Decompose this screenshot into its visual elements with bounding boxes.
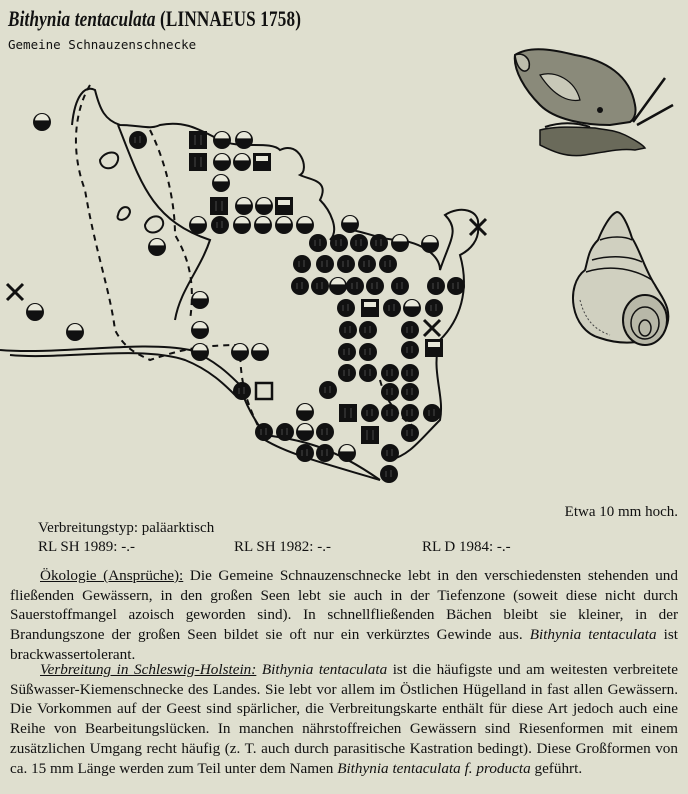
- species-ref: Bithynia tentaculata: [529, 626, 657, 644]
- distribution-map: [0, 60, 500, 500]
- snail-shell-illustration: [550, 200, 688, 360]
- ecology-text: Die Gemeine Schnauzenschnecke lebt in den verschiedensten stehenden und fließenden Gewässern, in den großen Seen lebt sie auch in der Tiefenzone (soweit diese nicht durch Sauerstoffmangel azoisch geworden sind). In schnellfließenden Bächen bleibt sie kleiner, in der Brandungszone der großen Seen bildet sie oft nur ein verkürztes Gewinde aus.: [10, 567, 678, 644]
- species-ref: Bithynia tentaculata f. producta: [337, 759, 531, 777]
- distribution-text: geführt.: [530, 759, 583, 777]
- red-list-sh-1982: RL SH 1982: -.-: [234, 539, 331, 555]
- species-meta: [38, 520, 638, 558]
- ecology-text: ist brackwassertolerant.: [10, 626, 679, 663]
- snail-live-illustration: [495, 30, 688, 190]
- species-ref: Bithynia tentaculata: [261, 661, 388, 678]
- ecology-paragraph: [10, 566, 678, 665]
- map-markers: [7, 113, 486, 483]
- common-name: Gemeine Schnauzenschnecke: [8, 37, 197, 52]
- distribution-text: ist die häufigste und am weitesten verbreitete Süßwasser-Kiemenschnecke des Landes. Sie lebt vor allem im Östlichen Hügelland in fast allen Gewässern. Die Vorkommen auf der Geest sind spärlicher, die Verbreitungskarte enthält für diese Art jedoch auch eine Reihe von Bearbeitungslücken. In manchen nährstoffreichen Gewässern sind Riesenformen mit einem zusätzlichen Umgang recht häufig (z. T. auch durch parasitische Kastration bedingt). Diese Großformen von ca. 15 mm Länge werden zum Teil unter dem Namen: [10, 661, 678, 777]
- page-title: [8, 6, 301, 32]
- distribution-paragraph: [10, 660, 678, 778]
- distribution-type: Verbreitungstyp: paläarktisch: [38, 520, 215, 536]
- red-list-sh-1989: RL SH 1989: -.-: [38, 539, 135, 555]
- species-name: Bithynia tentaculata: [8, 6, 156, 31]
- size-note: Etwa 10 mm hoch.: [564, 504, 678, 520]
- distribution-heading: Verbreitung in Schleswig-Holstein:: [40, 661, 257, 678]
- red-list-d-1984: RL D 1984: -.-: [422, 539, 511, 555]
- species-author: (LINNAEUS 1758): [160, 6, 302, 31]
- ecology-heading: Ökologie (Ansprüche):: [40, 567, 184, 584]
